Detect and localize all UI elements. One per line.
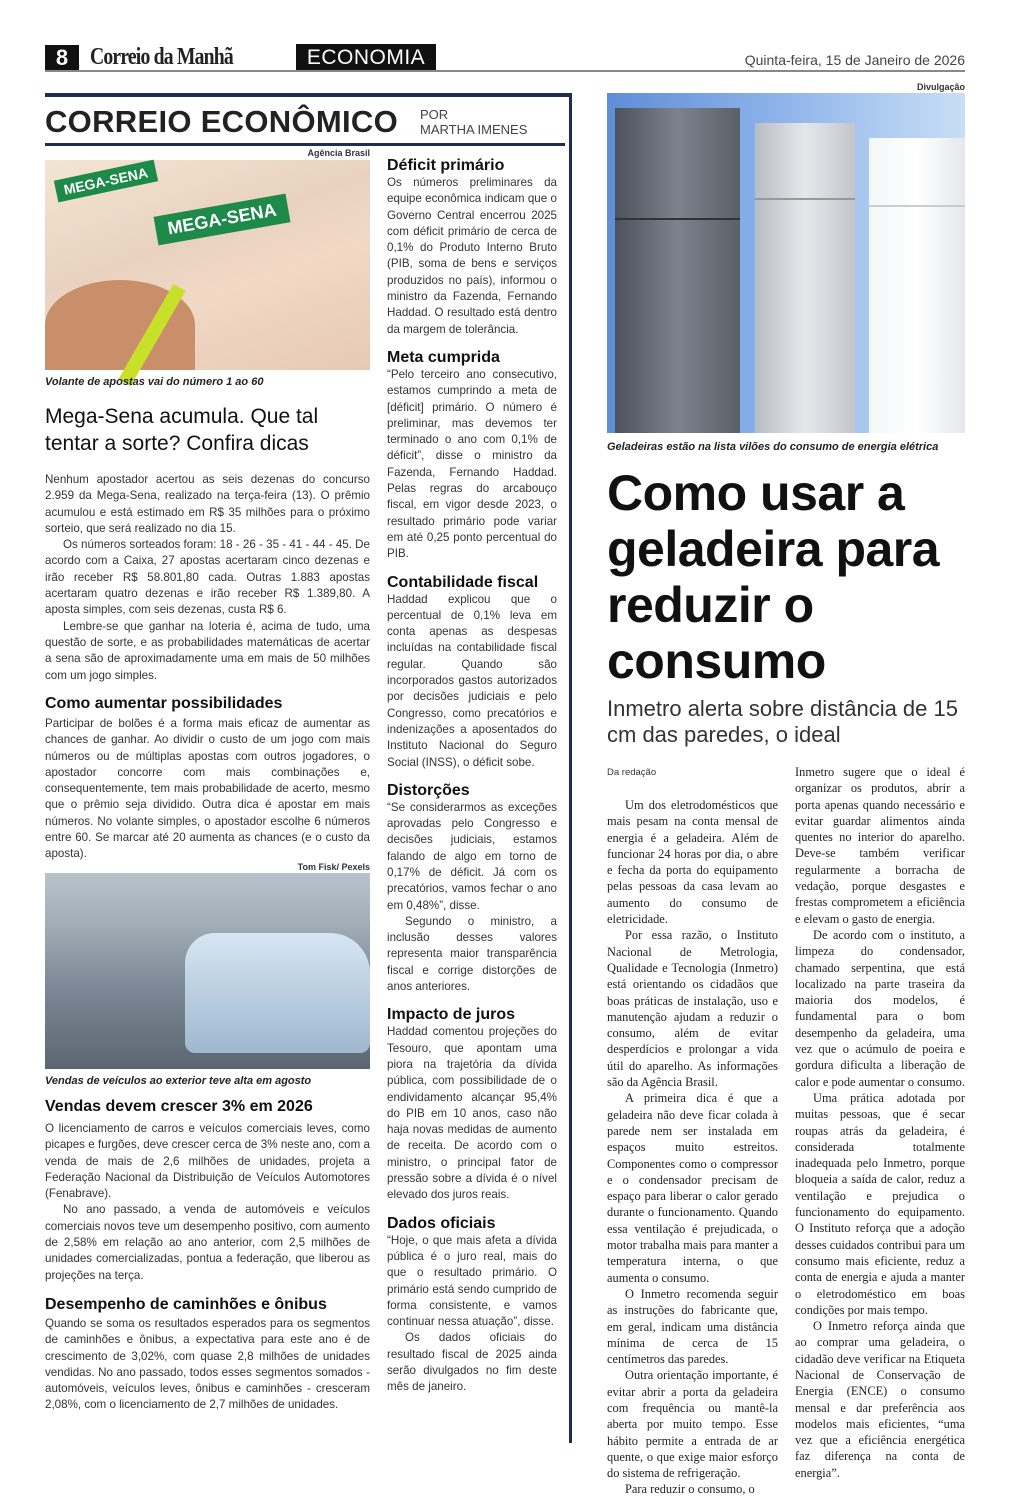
fridge-door-line — [755, 198, 855, 200]
paragraph: Participar de bolões é a forma mais eficaz de aumentar as chances de ganhar. Ao dividir o custo de um jogo com mais números ou de múltiplas apostas com outros jogadores, o apostador concorre com mais combinações e, consequentemente, tem mais probabilidade de acerto, mesmo que o prêmio seja dividido. Outra dica é apostar em mais números. No volante simples, o apostador escolhe 6 números entre 60. Se marcar até 20 aumenta as chances (e o custo da aposta). — [45, 717, 370, 861]
paragraph: Os números sorteados foram: 18 - 26 - 35 - 41 - 44 - 45. De acordo com a Caixa, 27 apostas acertaram cinco dezenas e irão receber R$ 58.801,80 cada. Outras 1.883 apostas acertaram quatro dezenas e irão receber R$ 1.389,80. A aposta simples, com seis dezenas, custa R$ 6. — [45, 538, 370, 617]
article-body — [45, 716, 370, 863]
article-body — [45, 472, 370, 684]
paragraph: Inmetro sugere que o ideal é organizar os produtos, abrir a porta apenas quando necessário e evitar guardar alimentos ainda quentes no interior do aparelho. Deve-se também verificar regularmente a borracha de vedação, porque desgastes e frestas comprometem a eficiência e elevam o gasto de energia. — [795, 765, 965, 926]
subheading: Desempenho de caminhões e ônibus — [45, 1296, 327, 1313]
paragraph: Lembre-se que ganhar na loteria é, acima de tudo, uma questão de sorte, e as probabilidades matemáticas de acertar a sena são de aproximadamente uma em mais de 50 milhões com um jogo simples. — [45, 619, 370, 682]
photo-caption: Vendas de veículos ao exterior teve alta em agosto — [45, 1075, 312, 1087]
paragraph: Uma prática adotada por muitas pessoas, que é secar roupas atrás da geladeira, é considerada totalmente inadequada pelo Inmetro, porque bloqueia a saída de calor, reduz a ventilação e prejudica o funcionamento do equipamento. O Instituto reforça que a adoção desses cuidados contribui para um consumo mais eficiente, reduz a conta de energia e ajuda a manter o eletrodoméstico em boas condições por mais tempo. — [795, 1090, 965, 1317]
article-body-col1 — [607, 797, 778, 1498]
paragraph: Nenhum apostador acertou as seis dezenas do concurso 2.959 da Mega-Sena, realizado na terça-feira (13). O prêmio acumulou e está estimado em R$ 35 milhões para o próximo sorteio, que será realizado no dia 15. — [45, 473, 370, 535]
column-title-rule — [45, 143, 565, 146]
paragraph: Haddad comentou projeções do Tesouro, que apontam uma piora na trajetória da dívida pública, com possibilidade de o endividamento alcançar 95,4% do PIB em 10 anos, caso não haja novas medidas de aumento de receita. De acordo com o ministro, o principal fator de pressão sobre a dívida é o nível elevado dos juros reais. — [387, 1025, 557, 1202]
article-headline: Mega-Sena acumula. Que tal tentar a sorte? Confira dicas — [45, 405, 319, 455]
paragraph: De acordo com o instituto, a limpeza do condensador, chamado serpentina, que está localizado na parte traseira da maioria dos modelos, é fundamental para o bom desempenho da geladeira, uma vez que o acúmulo de poeira e gordura dificulta a liberação de calor e pode aumentar o consumo. — [795, 927, 965, 1089]
paragraph: O Inmetro reforça ainda que ao comprar uma geladeira, o cidadão deve verificar na Etiqueta Nacional de Conservação de Energia (ENCE) o consumo mensal e dar preferência aos modelos mais eficientes, “uma vez que a eficiência energética faz diferença na conta de energia”. — [795, 1319, 965, 1480]
note — [387, 573, 557, 771]
paragraph: Para reduzir o consumo, o — [625, 1482, 755, 1497]
car-shape — [185, 933, 370, 1053]
paragraph: Quando se soma os resultados esperados para os segmentos de caminhões e ônibus, a expectativa para este ano é de crescimento de 3,02%, com quase 2,8 milhões de unidades vendidas. No ano passado, todos esses segmentos somados - automóveis, veículos leves, ônibus e caminhões - cresceram 2,08%, com o licenciamento de 2,7 milhões de unidades. — [45, 1317, 370, 1412]
lottery-photo — [45, 160, 370, 370]
note-title: Déficit primário — [387, 157, 505, 174]
column-box-top — [45, 93, 572, 97]
main-headline: Como usar a geladeira para reduzir o consumo — [607, 465, 940, 689]
byline-prefix: POR — [420, 107, 449, 122]
article-author: Da redação — [607, 767, 657, 778]
fridge-shape — [869, 138, 965, 433]
fridge-shape — [755, 123, 855, 433]
byline-author: MARTHA IMENES — [420, 122, 528, 137]
article-body — [45, 1121, 370, 1284]
photo-caption: Geladeiras estão na lista vilões do consumo de energia elétrica — [607, 441, 939, 453]
fridge-door-line — [615, 218, 740, 220]
note — [387, 1214, 557, 1396]
main-subheadline: Inmetro alerta sobre distância de 15 cm das paredes, o ideal — [607, 696, 958, 747]
photo-text: MEGA-SENA — [154, 194, 291, 246]
note-title: Impacto de juros — [387, 1006, 516, 1024]
article-body-col2 — [795, 764, 965, 1481]
article-headline: Vendas devem crescer 3% em 2026 — [45, 1098, 313, 1115]
paragraph: O licenciamento de carros e veículos comerciais leves, como picapes e furgões, deve crescer cerca de 3% neste ano, com a venda de mais de 2,6 milhões de unidades, projeta a Federação Nacional da Distribuição de Veículos Automotores (Fenabrave). — [45, 1122, 370, 1201]
section-label: ECONOMIA — [296, 44, 436, 71]
note — [387, 156, 557, 338]
photo-credit: Divulgação — [916, 82, 965, 92]
refrigerators-photo — [607, 93, 965, 433]
note-title: Contabilidade fiscal — [387, 573, 539, 591]
column-byline — [420, 107, 527, 137]
paragraph: Haddad explicou que o percentual de 0,1% leva em conta apenas as despesas incluídas na contabilidade fiscal regular. Quando são incorporados gastos autorizados por decisões judiciais e pelo Congresso, como precatórios e indenizações a aposentados do Instituto Nacional do Seguro Social (INSS), o déficit sobe. — [387, 592, 557, 769]
note-title: Dados oficiais — [387, 1214, 496, 1232]
paragraph: Segundo o ministro, a inclusão desses valores representa maior transparência fiscal e corrige distorções de anos anteriores. — [387, 914, 557, 994]
page-number: 8 — [45, 45, 79, 71]
paragraph: Um dos eletrodomésticos que mais pesam na conta mensal de energia é a geladeira. Além de funcionar 24 horas por dia, o abre e fecha da porta do equipamento pelas pessoas da casa levam ao aumento do consumo de eletricidade. — [607, 798, 778, 927]
paragraph: “Hoje, o que mais afeta a dívida pública é o juro real, mais do que o resultado primário. O primário está sendo cumprido de forma consistente, e vamos continuar nessa atuação”, disse. — [387, 1233, 557, 1329]
paragraph: O Inmetro recomenda seguir as instruções do fabricante que, em geral, indicam uma distância mínima de cerca de 15 centímetros das paredes. — [607, 1286, 778, 1367]
paragraph: Outra orientação importante, é evitar abrir a porta da geladeira com frequência ou mantê-la aberta por muito tempo. Esse hábito permite a entrada de ar quente, o que exige maior esforço do sistema de refrigeração. — [607, 1368, 778, 1481]
photo-credit: Agência Brasil — [307, 148, 370, 158]
paragraph: Por essa razão, o Instituto Nacional de Metrologia, Qualidade e Tecnologia (Inmetro) está orientando os cidadãos que boas práticas de instalação, uso e manutenção ajudam a reduzir o consumo, além de evitar desperdícios e prolongar a vida útil do aparelho. As informações são da Agência Brasil. — [607, 928, 778, 1090]
paragraph: A primeira dica é que a geladeira não deve ficar colada à parede nem ser instalada em espaços muito estreitos. Componentes como o compressor e o condensador precisam de espaço para liberar o calor gerado durante o funcionamento. Quando essa ventilação é prejudicada, o motor trabalha mais para manter a temperatura interna, o que aumenta o consumo. — [607, 1091, 778, 1285]
photo-text: MEGA-SENA — [54, 160, 158, 203]
photo-credit: Tom Fisk/ Pexels — [297, 862, 370, 872]
cars-photo — [45, 873, 370, 1069]
fridge-door-line — [869, 205, 965, 207]
article-body — [45, 1316, 370, 1414]
photo-caption: Volante de apostas vai do número 1 ao 60 — [45, 376, 264, 388]
paragraph: “Se considerarmos as exceções aprovadas pelo Congresso e decisões judiciais, estamos falando de algo em torno de 0,17% de déficit. Já com os precatórios, vamos fechar o ano em 0,48%”, disse. — [387, 800, 557, 912]
column-title: CORREIO ECONÔMICO — [45, 104, 399, 139]
newspaper-logo: Correio da Manhã — [90, 44, 233, 70]
note — [387, 781, 557, 996]
subheading: Como aumentar possibilidades — [45, 695, 283, 712]
paragraph: “Pelo terceiro ano consecutivo, estamos cumprindo a meta de [déficit] primário. O número é preliminar, mas devemos ter terminado o ano com 0,1% de déficit”, disse o ministro da Fazenda, Fernando Haddad. Pelas regras do arcabouço fiscal, em vigor desde 2023, o resultado primário pode variar em até 0,25 ponto percentual do PIB. — [387, 367, 557, 561]
paragraph: Os números preliminares da equipe econômica indicam que o Governo Central encerrou 2025 com déficit primário de cerca de 0,1% do Produto Interno Bruto (PIB, soma de bens e serviços produzidos no país), informou o ministro da Fazenda, Fernando Haddad. O resultado está dentro da margem de tolerância. — [387, 176, 557, 336]
note — [387, 348, 557, 563]
paragraph: Os dados oficiais do resultado fiscal de 2025 ainda serão divulgados no fim deste mês de janeiro. — [387, 1331, 557, 1394]
paragraph: No ano passado, a venda de automóveis e veículos comerciais novos teve um desempenho positivo, com aumento de 2,58% em relação ao ano anterior, com 2,5 milhões de unidades comercializadas, pontua a federação, que liberou as projeções na terça. — [45, 1203, 370, 1282]
note-title: Distorções — [387, 781, 470, 799]
issue-date: Quinta-feira, 15 de Janeiro de 2026 — [744, 52, 965, 68]
note-title: Meta cumprida — [387, 348, 500, 366]
column-box-right — [569, 93, 572, 1443]
fridge-shape — [615, 108, 740, 433]
column-notes — [387, 156, 557, 1396]
header-rule — [45, 70, 965, 72]
note — [387, 1005, 557, 1203]
